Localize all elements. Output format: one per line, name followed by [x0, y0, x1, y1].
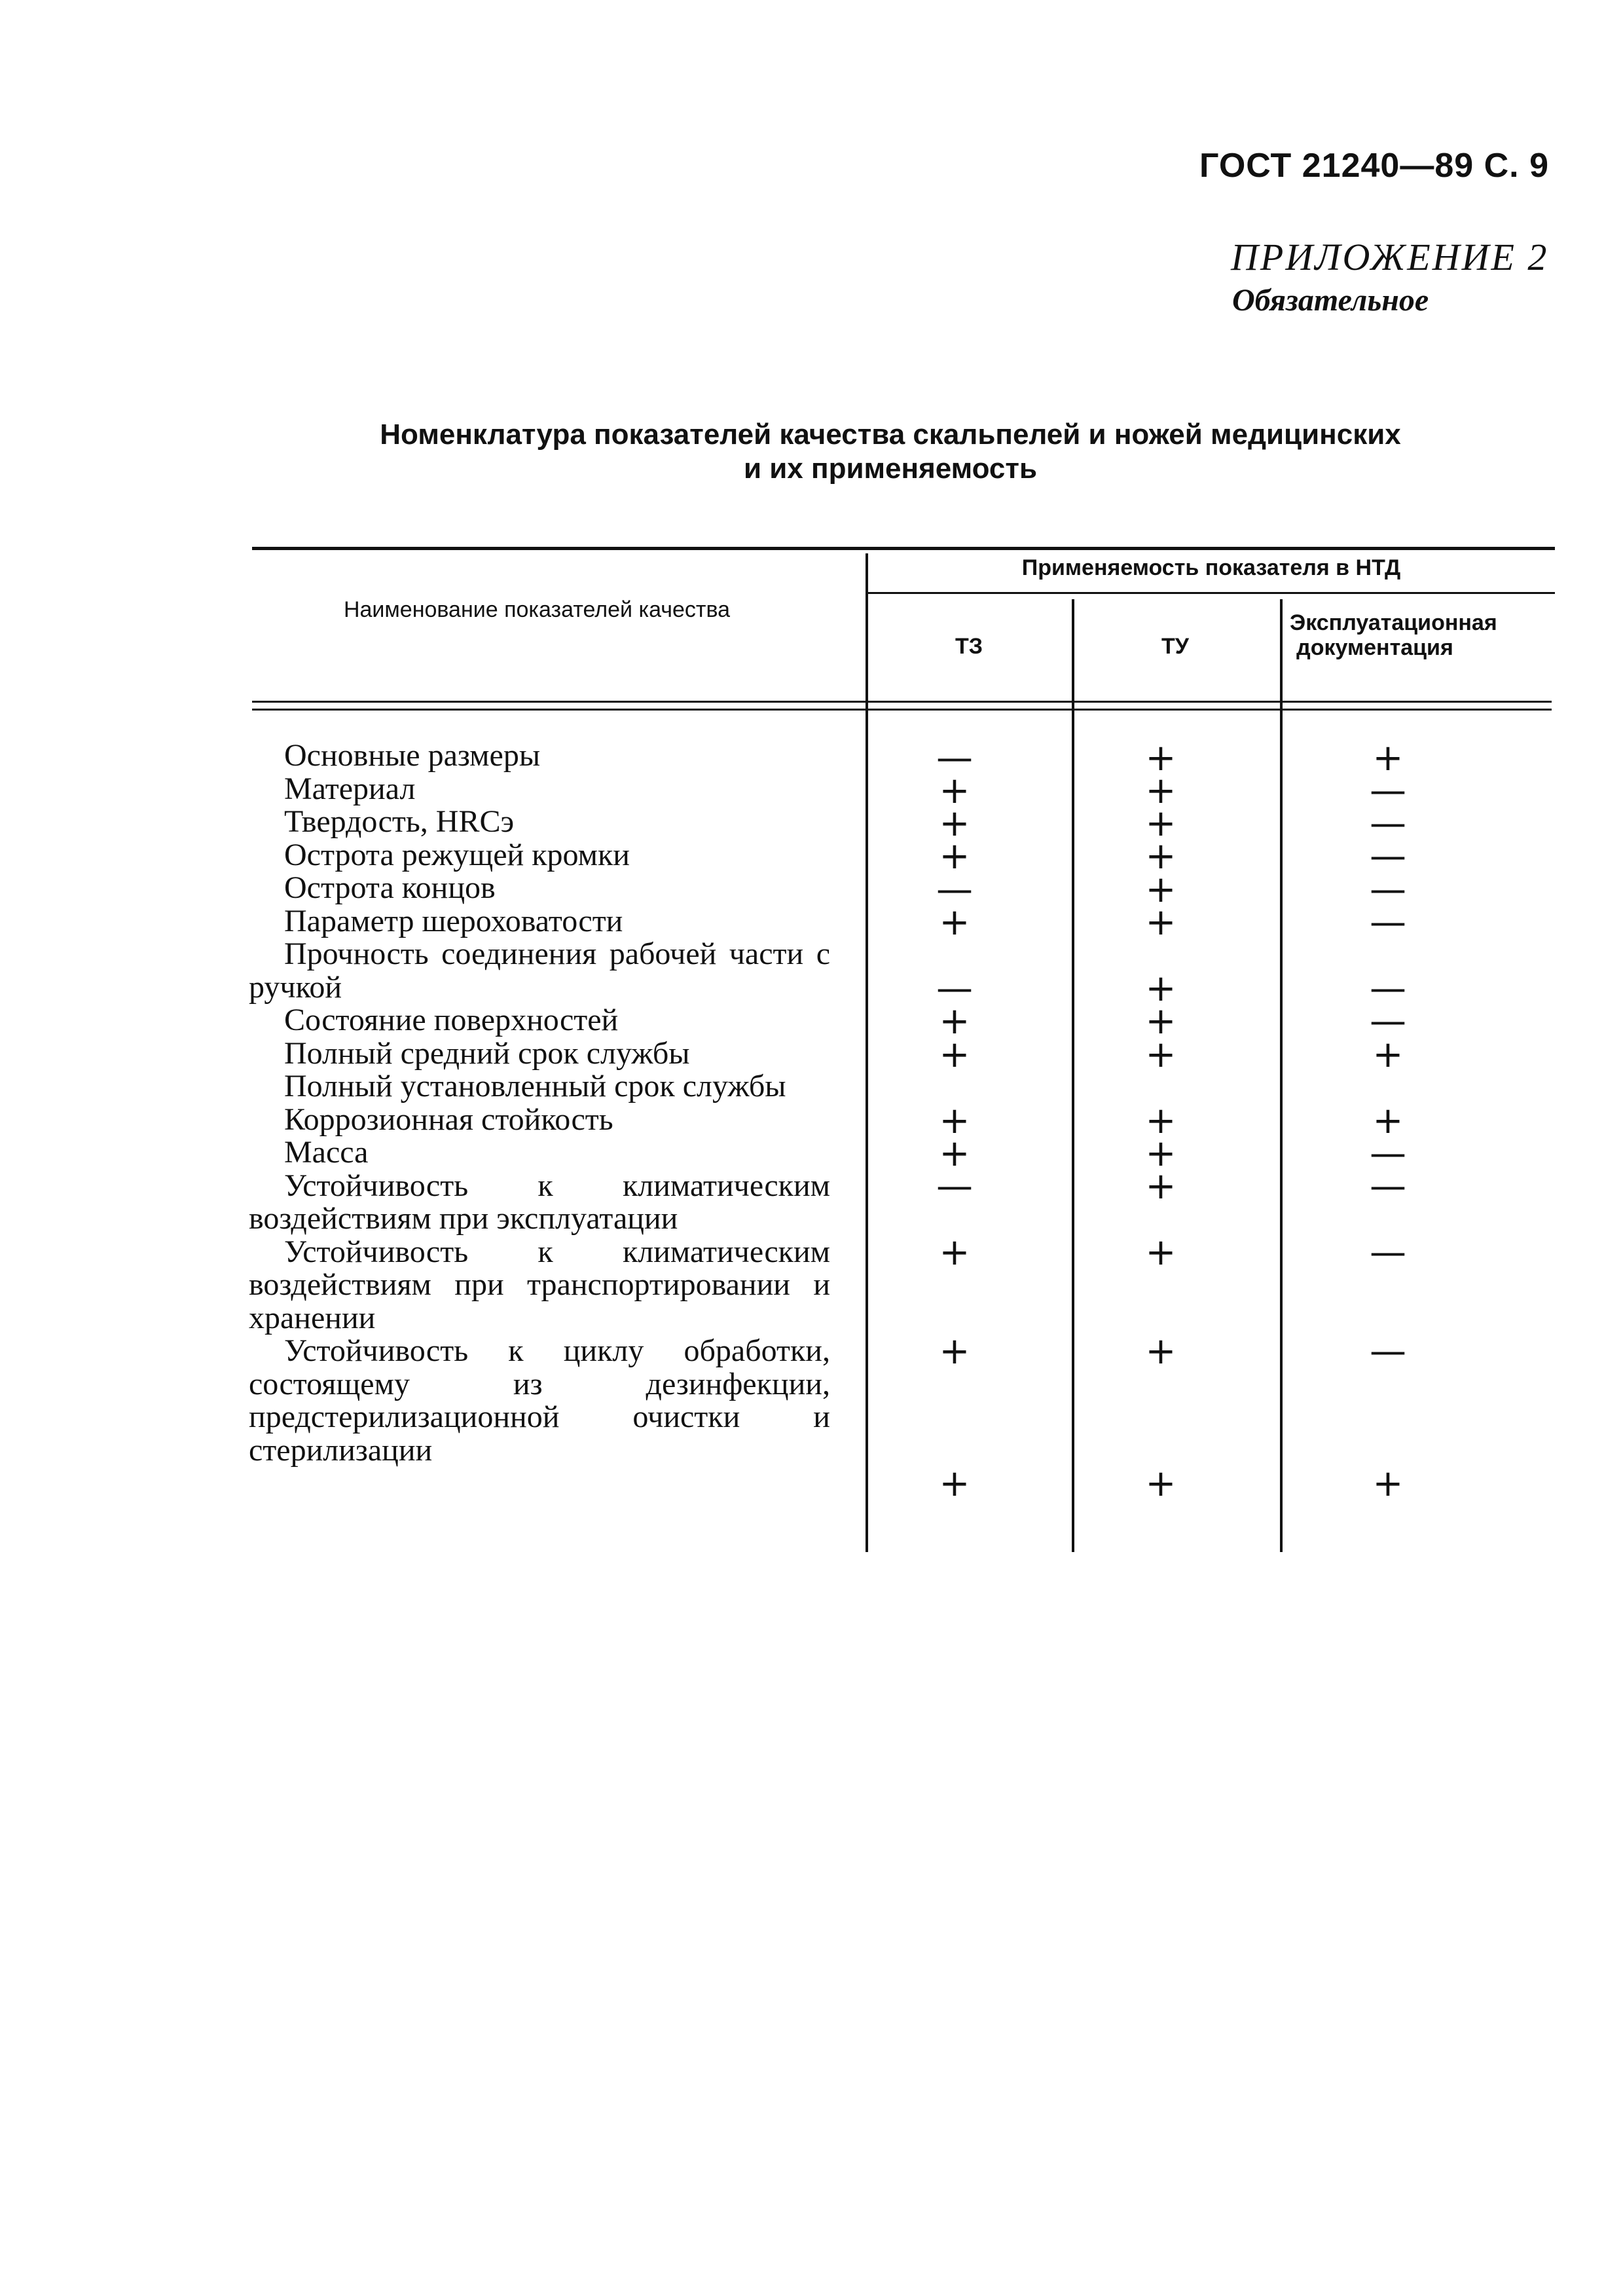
row-label: Устойчивость к климатическим воздействиям при эксплуатации — [249, 1168, 830, 1236]
row-label: Состояние поверхностей — [284, 1003, 619, 1037]
title-line-2: и их применяемость — [743, 453, 1037, 485]
column-divider-1 — [866, 553, 868, 1552]
mark-doc: + — [1372, 1462, 1404, 1505]
header-bottom-rule-2 — [252, 709, 1552, 711]
mark-doc: — — [1370, 1165, 1406, 1208]
mark-tu: + — [1145, 1000, 1176, 1043]
mark-tu: + — [1145, 737, 1176, 779]
row-labels — [249, 739, 830, 1467]
page-reference: ГОСТ 21240—89 С. 9 — [1199, 147, 1549, 185]
mark-tz: + — [939, 1000, 970, 1043]
mark-tz: + — [939, 769, 970, 812]
row-label: Материал — [284, 771, 416, 806]
appendix-status: Обязательное — [1232, 283, 1429, 318]
appendix-number: ПРИЛОЖЕНИЕ 2 — [1231, 236, 1549, 278]
mark-tz: — — [936, 967, 973, 1010]
mark-doc: + — [1372, 737, 1404, 779]
mark-tz: — — [936, 1165, 973, 1208]
header-bottom-rule-1 — [252, 701, 1552, 703]
row-label: Прочность соединения рабочей части с ручкой — [249, 936, 830, 1005]
column-divider-2 — [1072, 599, 1074, 1552]
mark-doc: + — [1372, 1100, 1404, 1142]
mark-doc: — — [1370, 1132, 1406, 1175]
document-title — [249, 418, 1532, 486]
header-indicator-name: Наименование показателей качества — [343, 597, 731, 622]
header-tz: ТЗ — [955, 634, 983, 659]
column-divider-3 — [1280, 599, 1283, 1552]
row-label: Устойчивость к климатическим воздействиям при транспортировании и хранении — [249, 1234, 830, 1335]
mark-tz: + — [939, 901, 970, 944]
mark-doc: — — [1370, 967, 1406, 1010]
row-label: Параметр шероховатости — [284, 903, 623, 938]
row-label: Коррозионная стойкость — [284, 1102, 613, 1137]
mark-tu: + — [1145, 1100, 1176, 1142]
mark-doc: + — [1372, 1033, 1404, 1076]
mark-tz: + — [939, 1100, 970, 1142]
mark-tz: + — [939, 1462, 970, 1505]
mark-tu: + — [1145, 1231, 1176, 1274]
mark-tu: + — [1145, 1033, 1176, 1076]
mark-tu: + — [1145, 835, 1176, 878]
table-top-rule — [252, 547, 1555, 550]
mark-tz: + — [939, 1330, 970, 1373]
mark-doc: — — [1370, 901, 1406, 944]
mark-doc: — — [1370, 1231, 1406, 1274]
mark-doc: — — [1370, 1000, 1406, 1043]
row-label: Устойчивость к циклу обработки, состоящему из дезинфекции, предстерилизационной очистки и стерилизации — [249, 1333, 830, 1468]
mark-tu: + — [1145, 901, 1176, 944]
mark-tu: + — [1145, 1462, 1176, 1505]
mark-doc: — — [1370, 1330, 1406, 1373]
mark-doc: — — [1370, 835, 1406, 878]
row-label: Основные размеры — [284, 738, 541, 773]
mark-tu: + — [1145, 1165, 1176, 1208]
appendix-block — [1231, 234, 1548, 321]
mark-doc: — — [1370, 868, 1406, 911]
mark-doc: — — [1370, 769, 1406, 812]
mark-tu: + — [1145, 967, 1176, 1010]
mark-doc: — — [1370, 802, 1406, 845]
row-label: Полный средний срок службы — [284, 1035, 690, 1071]
row-label: Острота режущей кромки — [284, 837, 630, 872]
title-line-1: Номенклатура показателей качества скальпелей и ножей медицинских — [380, 418, 1401, 451]
row-label: Масса — [284, 1135, 369, 1170]
row-label: Полный установленный срок службы — [284, 1069, 786, 1103]
mark-tz: + — [939, 835, 970, 878]
header-tu: ТУ — [1161, 634, 1189, 659]
mark-tu: + — [1145, 868, 1176, 911]
mark-tz: + — [939, 1231, 970, 1274]
row-label: Твердость, HRCэ — [284, 804, 515, 839]
mark-tu: + — [1145, 802, 1176, 845]
header-operational-docs: Эксплуатационная документация — [1290, 610, 1497, 660]
mark-tz: + — [939, 1033, 970, 1076]
mark-tz: — — [936, 868, 973, 911]
row-label: Острота концов — [284, 870, 496, 905]
mark-tu: + — [1145, 769, 1176, 812]
mark-tu: + — [1145, 1132, 1176, 1175]
mark-tz: — — [936, 737, 973, 779]
mark-tz: + — [939, 1132, 970, 1175]
header-applicability-group: Применяемость показателя в НТД — [1021, 555, 1401, 580]
group-header-rule — [867, 592, 1555, 594]
mark-tu: + — [1145, 1330, 1176, 1373]
mark-tz: + — [939, 802, 970, 845]
